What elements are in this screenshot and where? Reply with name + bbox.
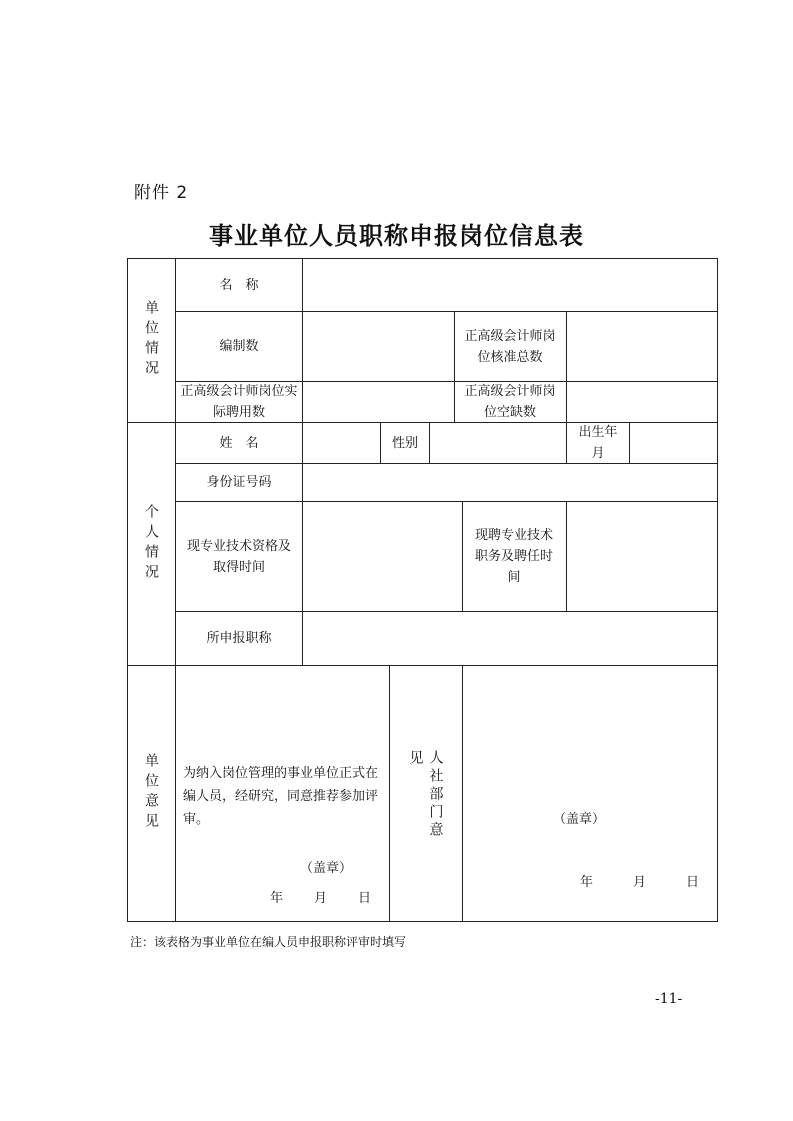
unit-info-section-label: 单位情况: [143, 300, 159, 380]
column-divider: [454, 311, 455, 422]
form-note: 注：该表格为事业单位在编人员申报职称评审时填写: [130, 935, 407, 949]
unit-opinion-month: 月: [314, 891, 328, 906]
page-number: -11-: [655, 991, 683, 1007]
hr-opinion-seal: （盖章）: [553, 812, 606, 827]
id-number-label: 身份证号码: [206, 475, 272, 490]
table-border-bottom: [127, 921, 718, 922]
hr-opinion-day: 日: [686, 875, 700, 890]
hr-opinion-section-label: 人社部门意见: [407, 750, 444, 840]
actual-hired-label: 正高级会计师岗位实际聘用数: [180, 384, 298, 420]
vacancy-label: 正高级会计师岗位空缺数: [464, 384, 556, 420]
form-title: 事业单位人员职称申报岗位信息表: [209, 222, 584, 250]
column-divider: [629, 422, 630, 463]
unit-opinion-seal: （盖章）: [300, 861, 353, 876]
attachment-label: 附件 2: [134, 183, 189, 203]
column-divider: [566, 311, 567, 422]
unit-opinion-statement: 为纳入岗位管理的事业单位正式在编人员，经研究，同意推荐参加评审。: [183, 766, 379, 827]
approved-total-label: 正高级会计师岗位核准总数: [464, 328, 556, 365]
gender-label: 性别: [391, 435, 418, 451]
unit-name-label: 名 称: [219, 277, 259, 293]
unit-opinion-day: 日: [358, 891, 372, 906]
column-divider: [462, 665, 463, 921]
table-border-right: [717, 258, 718, 922]
column-divider: [462, 501, 463, 611]
current-qualification-label: 现专业技术资格及取得时间: [186, 538, 291, 575]
current-post-label: 现聘专业技术职务及聘任时间: [474, 528, 553, 585]
column-divider: [566, 501, 567, 611]
hr-opinion-year: 年: [580, 875, 594, 890]
staffing-count-label: 编制数: [219, 339, 259, 354]
hr-opinion-month: 月: [633, 875, 647, 890]
unit-opinion-year: 年: [270, 891, 284, 906]
birth-date-label: 出生年月: [578, 425, 618, 461]
label-column-divider: [302, 258, 303, 665]
person-name-label: 姓 名: [219, 435, 259, 451]
column-divider: [566, 422, 567, 463]
unit-opinion-section-label: 单位意见: [143, 753, 159, 833]
personal-info-section-label: 个人情况: [143, 503, 159, 584]
section-divider: [127, 665, 718, 666]
column-divider: [429, 422, 430, 463]
applied-title-label: 所申报职称: [206, 631, 272, 646]
